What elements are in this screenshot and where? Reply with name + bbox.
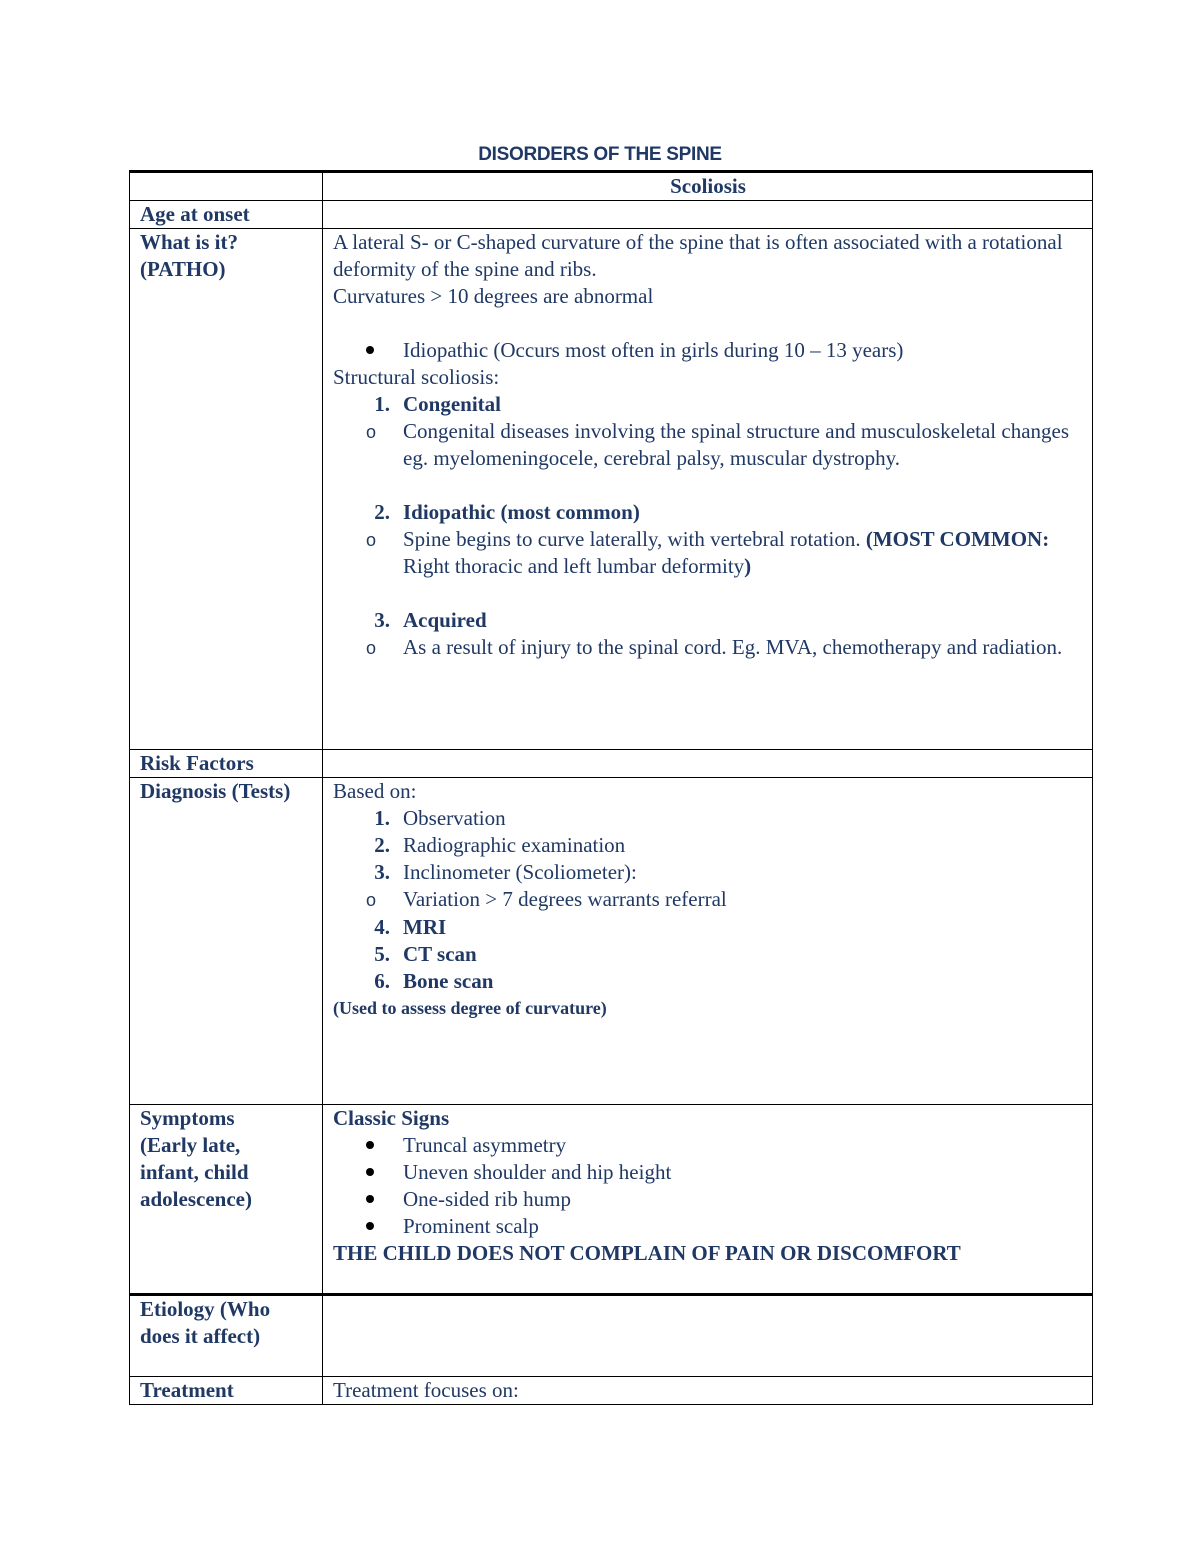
bullet-icon: [333, 1132, 403, 1159]
curvatures-text: Curvatures > 10 degrees are abnormal: [333, 284, 654, 308]
scoliosis-header: Scoliosis: [323, 172, 1093, 201]
test-name: CT scan: [403, 942, 477, 966]
circle-bullet-icon: [333, 526, 403, 580]
symptoms-label-line: Symptoms: [140, 1106, 235, 1130]
classic-signs-heading: Classic Signs: [333, 1106, 450, 1130]
what-is-it-content: [323, 229, 1093, 750]
test-number: 3.: [374, 860, 390, 884]
type-name: Idiopathic (most common): [403, 500, 640, 524]
circle-bullet-icon: [333, 886, 403, 914]
list-item: [333, 607, 1083, 634]
list-item: [333, 391, 1083, 418]
header-row: [130, 172, 1093, 201]
symptoms-label: [130, 1105, 323, 1295]
sign-text: Prominent scalp: [403, 1214, 539, 1238]
list-item: [333, 859, 1083, 886]
type-detail: As a result of injury to the spinal cord. Eg. MVA, chemotherapy and radiation.: [403, 635, 1063, 659]
idiopathic-bullet-text: Idiopathic (Occurs most often in girls during 10 – 13 years): [403, 338, 904, 362]
header-label-cell: [130, 172, 323, 201]
treatment-label: Treatment: [130, 1377, 323, 1405]
test-name: Inclinometer (Scoliometer):: [403, 860, 637, 884]
symptoms-label-line: infant, child: [140, 1160, 249, 1184]
bullet-icon: [333, 337, 403, 364]
most-common-prefix: (MOST COMMON:: [865, 527, 1050, 551]
test-sub-item: Variation > 7 degrees warrants referral: [403, 887, 727, 911]
list-item: [333, 526, 1083, 580]
test-name: Radiographic examination: [403, 833, 626, 857]
no-pain-warning: THE CHILD DOES NOT COMPLAIN OF PAIN OR DISCOMFORT: [333, 1241, 961, 1265]
symptoms-row: [130, 1105, 1093, 1295]
test-number: 6.: [374, 969, 390, 993]
list-item: [333, 914, 1083, 941]
treatment-row: [130, 1377, 1093, 1405]
document-title: DISORDERS OF THE SPINE: [478, 144, 722, 165]
risk-factors-row: [130, 750, 1093, 778]
diagnosis-label: Diagnosis (Tests): [130, 778, 323, 1105]
test-number: 2.: [374, 833, 390, 857]
age-at-onset-label: Age at onset: [130, 201, 323, 229]
list-item: [333, 941, 1083, 968]
circle-bullet-icon: [333, 634, 403, 662]
test-number: 5.: [374, 942, 390, 966]
list-item: [333, 1213, 1083, 1240]
list-item: [333, 886, 1083, 914]
circle-bullet-icon: [333, 418, 403, 472]
what-is-it-label-line2: (PATHO): [140, 257, 226, 281]
type-name: Acquired: [403, 608, 487, 632]
risk-factors-label: Risk Factors: [130, 750, 323, 778]
symptoms-label-line: (Early late,: [140, 1133, 241, 1157]
etiology-row: [130, 1295, 1093, 1377]
list-item: [333, 418, 1083, 472]
definition-text: A lateral S- or C-shaped curvature of the spine that is often associated with a rotational deformity of the spine and ribs.: [333, 230, 1063, 281]
list-item: [333, 1132, 1083, 1159]
type-name: Congenital: [403, 392, 502, 416]
age-at-onset-value: [323, 201, 1093, 229]
etiology-label: [130, 1295, 323, 1377]
spine-disorders-table: [129, 170, 1093, 1405]
diagnosis-intro: Based on:: [333, 779, 417, 803]
type-number: 3.: [374, 608, 390, 632]
bullet-icon: [333, 1213, 403, 1240]
symptoms-label-line: adolescence): [140, 1187, 252, 1211]
symptoms-content: [323, 1105, 1093, 1295]
test-name: Bone scan: [403, 969, 494, 993]
list-item: [333, 634, 1083, 662]
etiology-value: [323, 1295, 1093, 1377]
etiology-label-line1: Etiology (Who: [140, 1297, 271, 1321]
treatment-value: Treatment focuses on:: [323, 1377, 1093, 1405]
type-detail: Spine begins to curve laterally, with vertebral rotation.: [403, 527, 861, 551]
list-item: [333, 832, 1083, 859]
what-is-it-row: [130, 229, 1093, 750]
list-item: [333, 805, 1083, 832]
risk-factors-value: [323, 750, 1093, 778]
list-item: [333, 337, 1083, 364]
test-number: 1.: [374, 806, 390, 830]
type-detail: Congenital diseases involving the spinal structure and musculoskeletal changes eg. myelomeningocele, cerebral palsy, muscular dystrophy.: [403, 419, 1070, 470]
list-item: [333, 1186, 1083, 1213]
list-item: [333, 968, 1083, 995]
diagnosis-row: [130, 778, 1093, 1105]
test-name: Observation: [403, 806, 506, 830]
type-number: 2.: [374, 500, 390, 524]
what-is-it-label-line1: What is it?: [140, 230, 239, 254]
what-is-it-label: [130, 229, 323, 750]
test-name: MRI: [403, 915, 447, 939]
most-common-suffix: ): [744, 554, 752, 578]
sign-text: One-sided rib hump: [403, 1187, 571, 1211]
age-at-onset-row: [130, 201, 1093, 229]
structural-heading: Structural scoliosis:: [333, 365, 500, 389]
type-detail-composite: [403, 526, 1083, 580]
list-item: [333, 499, 1083, 526]
test-number: 4.: [374, 915, 390, 939]
etiology-label-line2: does it affect): [140, 1324, 261, 1348]
most-common-text: Right thoracic and left lumbar deformity: [403, 554, 745, 578]
type-number: 1.: [374, 392, 390, 416]
diagnosis-content: [323, 778, 1093, 1105]
diagnosis-note: (Used to assess degree of curvature): [333, 998, 607, 1018]
bullet-icon: [333, 1186, 403, 1213]
sign-text: Truncal asymmetry: [403, 1133, 567, 1157]
bullet-icon: [333, 1159, 403, 1186]
list-item: [333, 1159, 1083, 1186]
sign-text: Uneven shoulder and hip height: [403, 1160, 672, 1184]
